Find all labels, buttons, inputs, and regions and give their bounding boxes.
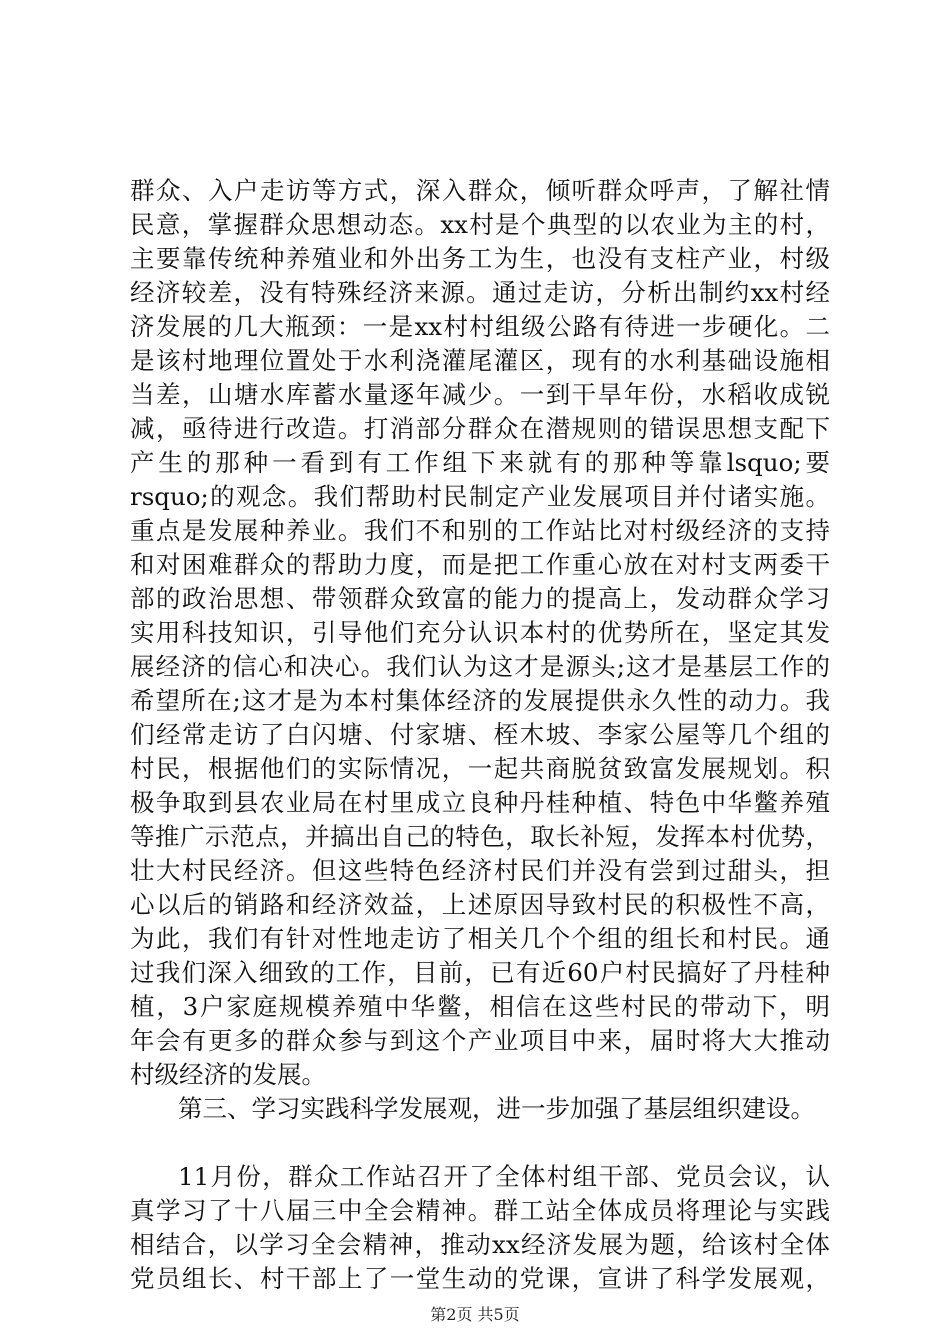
- text-line: 相结合，以学习全会精神，推动xx经济发展为题，给该村全体: [130, 1230, 830, 1259]
- text-line: 党员组长、村干部上了一堂生动的党课，宣讲了科学发展观，: [130, 1264, 830, 1293]
- text-line: 展经济的信心和决心。我们认为这才是源头;这才是基层工作的: [130, 652, 830, 681]
- text-line: 产生的那种一看到有工作组下来就有的那种等靠lsquo;要: [130, 448, 830, 477]
- text-line: 村级经济的发展。: [130, 1060, 326, 1089]
- text-line: 和对困难群众的帮助力度，而是把工作重心放在对村支两委干: [130, 550, 830, 579]
- text-line: 壮大村民经济。但这些特色经济村民们并没有尝到过甜头，担: [130, 856, 830, 885]
- text-line: 经济较差，没有特殊经济来源。通过走访，分析出制约xx村经: [130, 278, 830, 307]
- text-line: 过我们深入细致的工作，目前，已有近60户村民搞好了丹桂种: [130, 958, 830, 987]
- text-line: 民意，掌握群众思想动态。xx村是个典型的以农业为主的村，: [130, 210, 830, 239]
- text-line: 重点是发展种养业。我们不和别的工作站比对村级经济的支持: [130, 516, 830, 545]
- text-line: 济发展的几大瓶颈：一是xx村村组级公路有待进一步硬化。二: [130, 312, 830, 341]
- page-number: 第2页 共5页: [430, 1305, 520, 1324]
- text-line: 群众、入户走访等方式，深入群众，倾听群众呼声，了解社情: [130, 176, 830, 205]
- text-line: 极争取到县农业局在村里成立良种丹桂种植、特色中华鳖养殖: [130, 788, 830, 817]
- text-line: 们经常走访了白闪塘、付家塘、桎木坡、李家公屋等几个组的: [130, 720, 830, 749]
- text-line: 主要靠传统种养殖业和外出务工为生，也没有支柱产业，村级: [130, 244, 830, 273]
- text-line: rsquo;的观念。我们帮助村民制定产业发展项目并付诸实施。: [130, 482, 830, 511]
- text-line: 是该村地理位置处于水利浇灌尾灌区，现有的水利基础设施相: [130, 346, 830, 375]
- text-line: 实用科技知识，引导他们充分认识本村的优势所在，坚定其发: [130, 618, 830, 647]
- text-line: 真学习了十八届三中全会精神。群工站全体成员将理论与实践: [130, 1196, 830, 1225]
- text-line: 部的政治思想、带领群众致富的能力的提高上，发动群众学习: [130, 584, 830, 613]
- text-line: 11月份，群众工作站召开了全体村组干部、党员会议，认: [178, 1162, 830, 1191]
- text-line: 植，3户家庭规模养殖中华鳖，相信在这些村民的带动下，明: [130, 992, 830, 1021]
- text-line: 年会有更多的群众参与到这个产业项目中来，届时将大大推动: [130, 1026, 830, 1055]
- text-line: 希望所在;这才是为本村集体经济的发展提供永久性的动力。我: [130, 686, 830, 715]
- text-line: 心以后的销路和经济效益，上述原因导致村民的积极性不高，: [130, 890, 830, 919]
- text-line: 当差，山塘水库蓄水量逐年减少。一到干旱年份，水稻收成锐: [130, 380, 830, 409]
- text-line: 村民，根据他们的实际情况，一起共商脱贫致富发展规划。积: [130, 754, 830, 783]
- text-line: 为此，我们有针对性地走访了相关几个个组的组长和村民。通: [130, 924, 830, 953]
- section-heading: 第三、学习实践科学发展观，进一步加强了基层组织建设。: [178, 1094, 815, 1123]
- text-line: 等推广示范点，并搞出自己的特色，取长补短，发挥本村优势，: [130, 822, 830, 851]
- text-line: 减，亟待进行改造。打消部分群众在潜规则的错误思想支配下: [130, 414, 830, 443]
